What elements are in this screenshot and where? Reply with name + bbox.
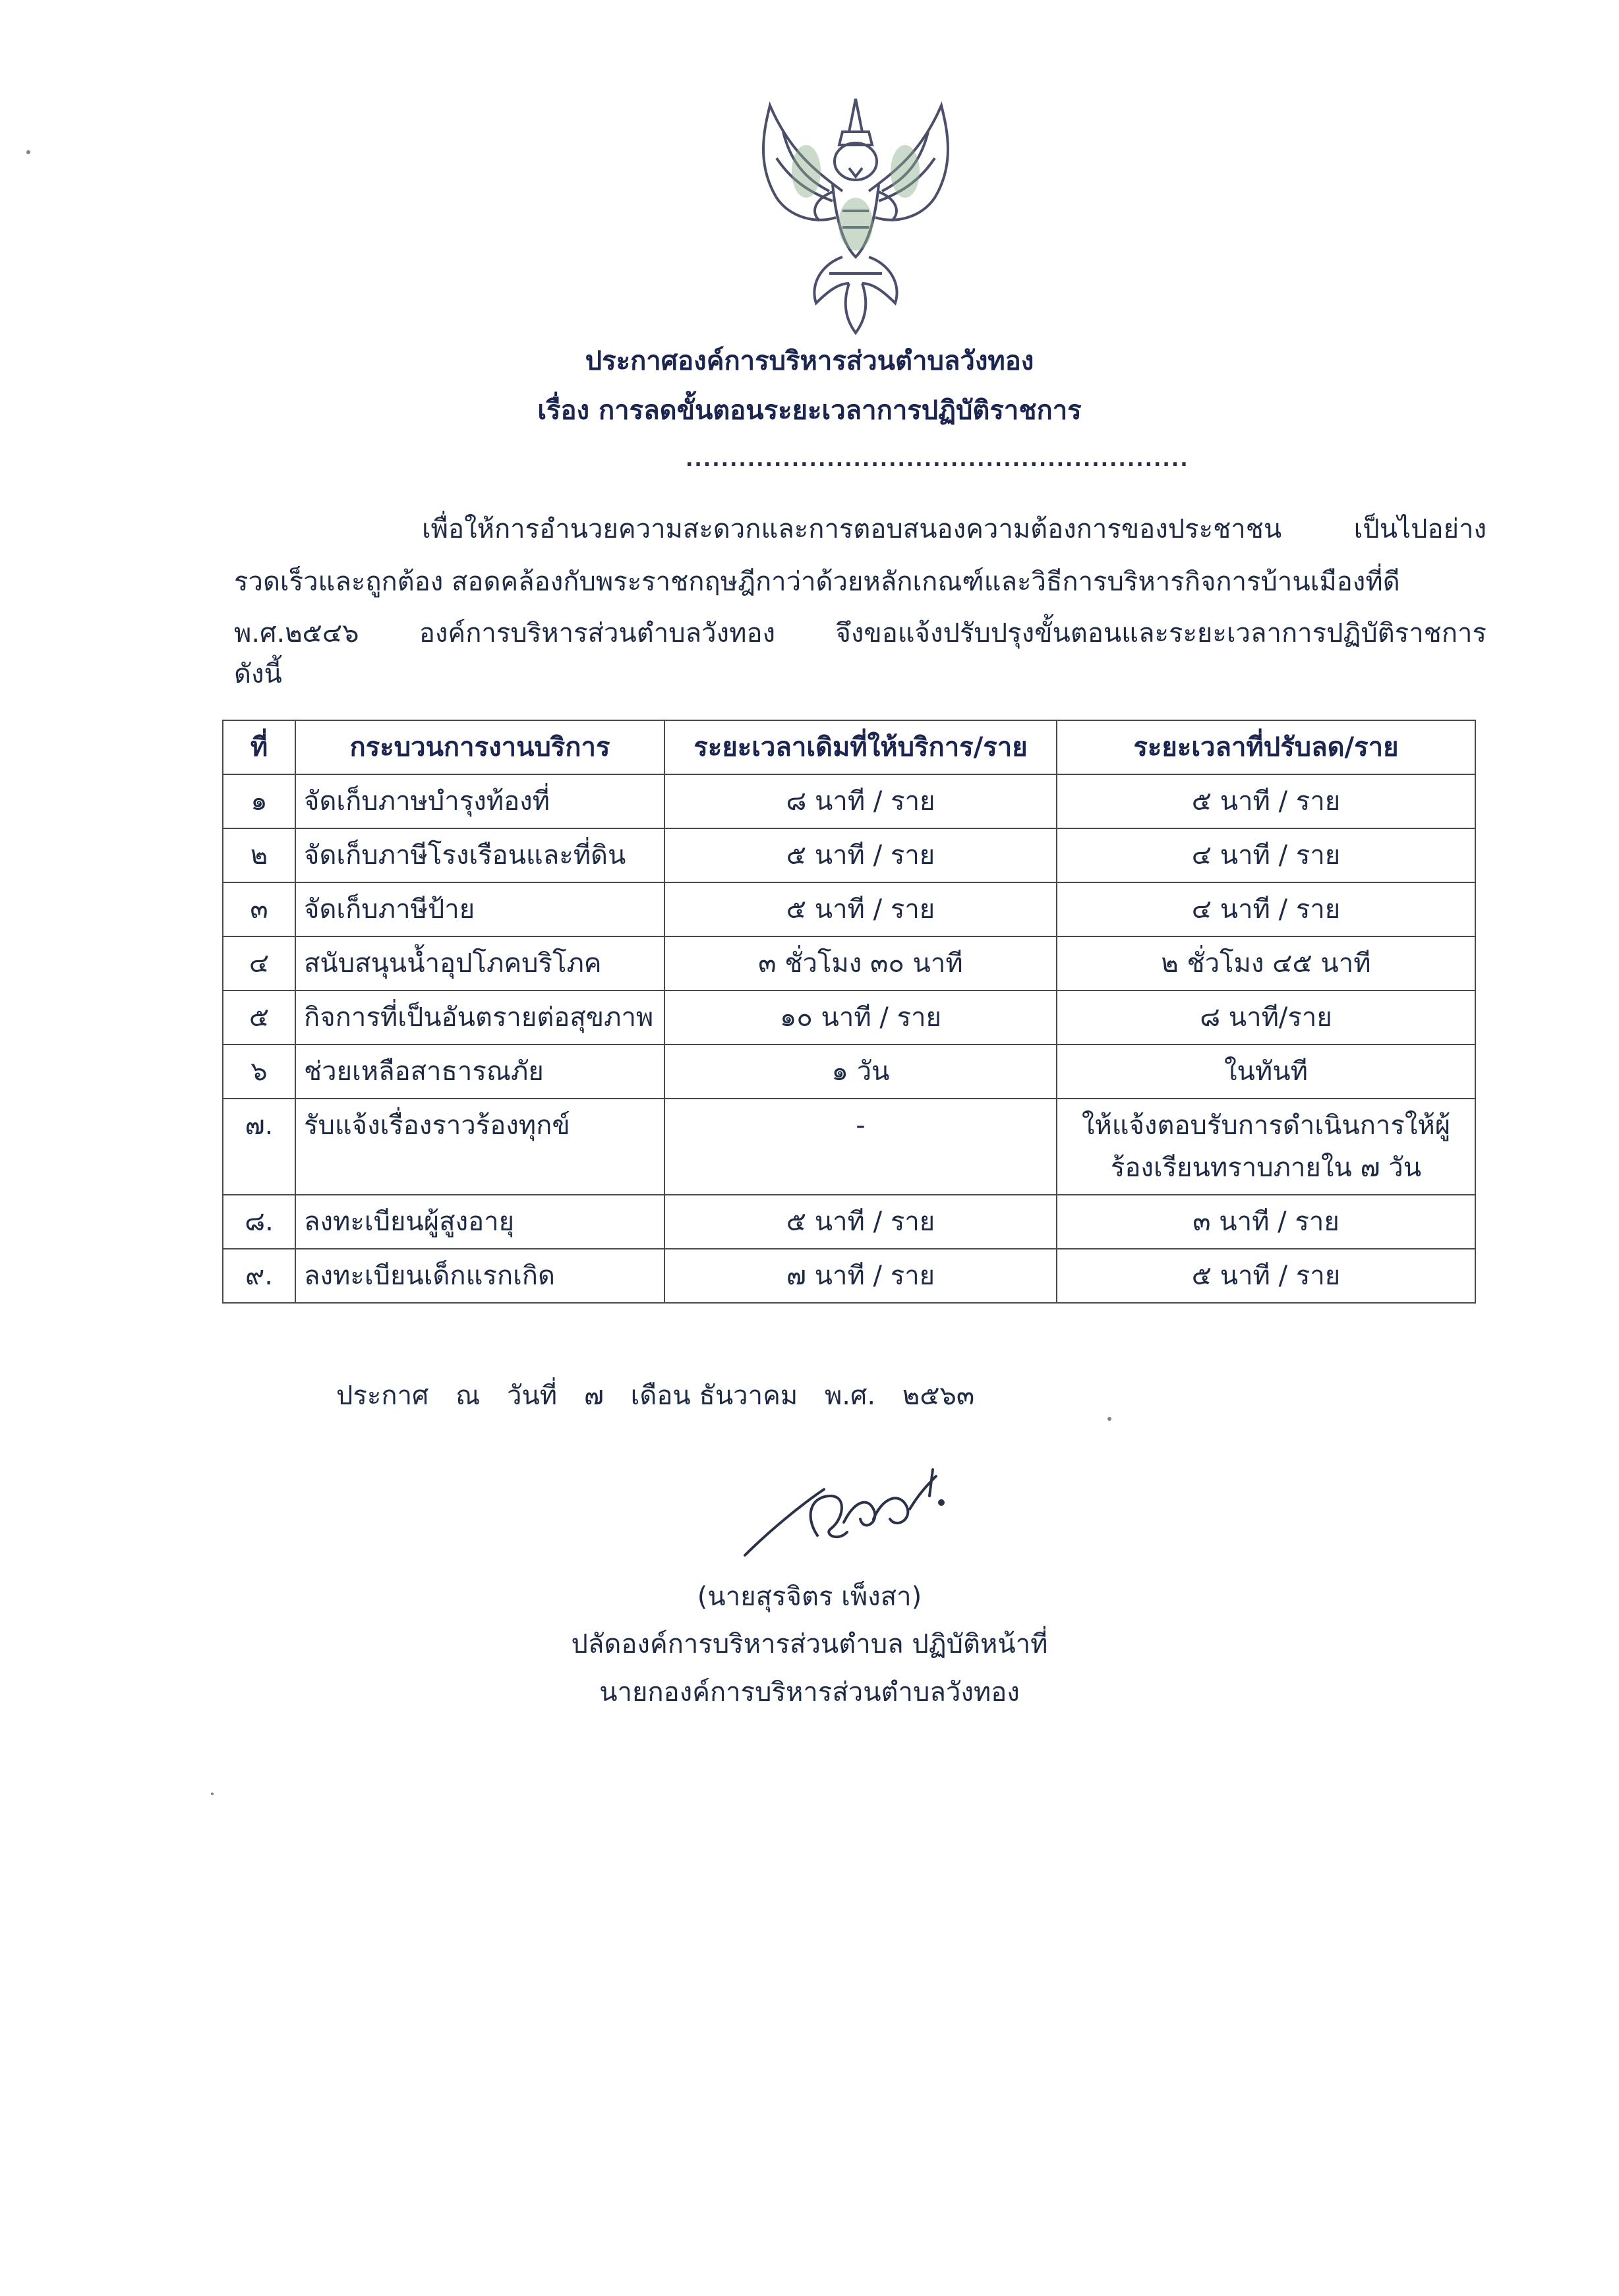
row-number: ๖ [223, 1045, 295, 1099]
signer-name: (นายสุรจิตร เพ็งสา) [697, 1582, 922, 1612]
row-number: ๘. [223, 1195, 295, 1249]
table-row [223, 990, 1475, 1045]
row-reduced-time: ให้แจ้งตอบรับการดำเนินการให้ผู้ร้องเรียนทราบภายใน ๗ วัน [1057, 1099, 1475, 1195]
row-service-name: ช่วยเหลือสาธารณภัย [295, 1045, 664, 1099]
date-era: พ.ศ. [824, 1381, 876, 1411]
table-row [223, 1045, 1475, 1099]
row-number: ๙. [223, 1249, 295, 1303]
handwritten-signature-icon [732, 1456, 969, 1562]
row-reduced-time: ๘ นาที/ราย [1057, 990, 1475, 1045]
date-word-day: วันที่ [506, 1381, 558, 1411]
row-original-time: ๑ วัน [664, 1045, 1057, 1099]
row-service-name: จัดเก็บภาษีโรงเรือนและที่ดิน [295, 828, 664, 882]
row-number: ๒ [223, 828, 295, 882]
header-service-process: กระบวนการงานบริการ [295, 720, 664, 774]
row-reduced-time: ๓ นาที / ราย [1057, 1195, 1475, 1249]
announcement-subject: เรื่อง การลดขั้นตอนระยะเวลาการปฏิบัติราชการ [537, 395, 1082, 426]
row-service-name: กิจการที่เป็นอันตรายต่อสุขภาพ [295, 990, 664, 1045]
row-number: ๗. [223, 1099, 295, 1195]
date-word-at: ณ [456, 1381, 481, 1411]
row-original-time: ๗ นาที / ราย [664, 1249, 1057, 1303]
date-word-announce: ประกาศ [336, 1381, 429, 1411]
date-day: ๗ [583, 1381, 604, 1411]
row-original-time: ๕ นาที / ราย [664, 1195, 1057, 1249]
row-original-time: ๕ นาที / ราย [664, 882, 1057, 936]
table-row [223, 882, 1475, 936]
header-original-time: ระยะเวลาเดิมที่ให้บริการ/ราย [664, 720, 1057, 774]
garuda-emblem-icon [744, 92, 968, 336]
row-number: ๕ [223, 990, 295, 1045]
row-service-name: จัดเก็บภาษีป้าย [295, 882, 664, 936]
row-original-time: - [664, 1099, 1057, 1195]
body-line-1-left: เพื่อให้การอำนวยความสะดวกและการตอบสนองความต้องการของประชาชน [422, 514, 1282, 544]
row-service-name: ลงทะเบียนเด็กแรกเกิด [295, 1249, 664, 1303]
table-row [223, 1099, 1475, 1195]
row-original-time: ๘ นาที / ราย [664, 774, 1057, 828]
row-original-time: ๑๐ นาที / ราย [664, 990, 1057, 1045]
body-line-4: ดังนี้ [234, 659, 282, 689]
announcement-date [336, 1374, 993, 1416]
body-line-2: รวดเร็วและถูกต้อง สอดคล้องกับพระราชกฤษฎีกาว่าด้วยหลักเกณฑ์และวิธีการบริหารกิจการบ้านเมืองที่ดี [234, 567, 1400, 597]
title-divider: ......................................................... [686, 448, 1189, 471]
row-number: ๑ [223, 774, 295, 828]
table-row [223, 1249, 1475, 1303]
row-reduced-time: ๕ นาที / ราย [1057, 774, 1475, 828]
row-original-time: ๓ ชั่วโมง ๓๐ นาที [664, 936, 1057, 990]
row-reduced-time: ๒ ชั่วโมง ๔๕ นาที [1057, 936, 1475, 990]
announcement-title: ประกาศองค์การบริหารส่วนตำบลวังทอง [585, 346, 1034, 376]
service-time-table [222, 720, 1476, 1304]
row-service-name: จัดเก็บภาษบำรุงท้องที่ [295, 774, 664, 828]
date-year: ๒๕๖๓ [902, 1381, 975, 1411]
row-original-time: ๕ นาที / ราย [664, 828, 1057, 882]
row-reduced-time: ๔ นาที / ราย [1057, 828, 1475, 882]
row-service-name: สนับสนุนน้ำอุปโภคบริโภค [295, 936, 664, 990]
row-number: ๔ [223, 936, 295, 990]
row-number: ๓ [223, 882, 295, 936]
body-line-1 [422, 507, 1487, 550]
scan-speck [211, 1793, 214, 1795]
body-line-3-org: องค์การบริหารส่วนตำบลวังทอง [419, 618, 776, 648]
body-line-3 [234, 612, 1487, 654]
row-reduced-time: ๔ นาที / ราย [1057, 882, 1475, 936]
table-row [223, 1195, 1475, 1249]
body-line-3-rest: จึงขอแจ้งปรับปรุงขั้นตอนและระยะเวลาการปฏิบัติราชการ [835, 618, 1487, 648]
date-month: เดือน ธันวาคม [630, 1381, 798, 1411]
scan-speck [1107, 1417, 1111, 1421]
body-line-3-year: พ.ศ.๒๕๔๖ [234, 618, 359, 648]
body-line-1-right: เป็นไปอย่าง [1353, 514, 1487, 544]
header-reduced-time: ระยะเวลาที่ปรับลด/ราย [1057, 720, 1475, 774]
signer-position-title: นายกองค์การบริหารส่วนตำบลวังทอง [599, 1677, 1020, 1708]
table-row [223, 828, 1475, 882]
signer-position-acting: ปลัดองค์การบริหารส่วนตำบล ปฏิบัติหน้าที่ [571, 1629, 1048, 1659]
table-row [223, 936, 1475, 990]
scan-speck [26, 150, 30, 154]
row-reduced-time: ๕ นาที / ราย [1057, 1249, 1475, 1303]
row-service-name: รับแจ้งเรื่องราวร้องทุกข์ [295, 1099, 664, 1195]
table-row [223, 774, 1475, 828]
header-number: ที่ [223, 720, 295, 774]
row-service-name: ลงทะเบียนผู้สูงอายุ [295, 1195, 664, 1249]
row-reduced-time: ในทันที [1057, 1045, 1475, 1099]
table-header-row [223, 720, 1475, 774]
